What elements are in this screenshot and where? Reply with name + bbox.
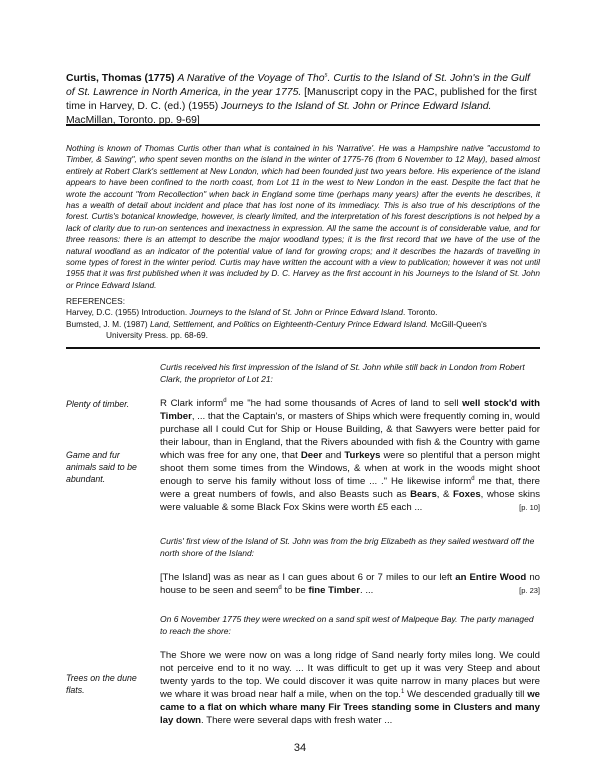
citation-header — [66, 72, 540, 128]
section-intro: Curtis received his first impression of the Island of St. John while still back in London from Robert Clark, the proprietor of Lot 21: — [160, 362, 525, 384]
reference-continuation: University Press. pp. 68-69. — [106, 330, 208, 341]
page-reference: [p. 10] — [519, 503, 540, 512]
margin-note: Plenty of timber. — [66, 399, 130, 409]
section-intro: On 6 November 1775 they were wrecked on a sand spit west of Malpeque Bay. The party managed to reach the shore: — [160, 614, 534, 636]
quotation: [The Island] was as near as I can gues about 6 or 7 miles to our left an Entire Wood no house to be seen and seem$^d$ to be fine Timber. ... [p. 23] — [160, 572, 540, 596]
summary-paragraph: Nothing is known of Thomas Curtis other than what is contained in his 'Narrative'. He was a Hampshire native "accustomd to Timber, & Sawing", who spent seven months on the island in the winter of 1775-76 (from 6 November to 12 May), based almost entirely at Robert Clark's settlement at New London, which had been founded just two years before. His experience of the island appears to have been confined to the north coast, from Lot 11 in the west to New London in the east. Despite the fact that he wrote the account "from Recollection" when back in England some time (perhaps many years) after the events he describes, it has a wealth of detail about incident and place that has lost none of its immediacy. This is also true of his descriptions of the forest. Curtis's botanical knowledge, however, is clearly limited, and the interpretation of his forest descriptions is not helped by a lack of clarity due to run-on sentences and inexactness in expression. All the same the account is of considerable value, and for three reasons: there is an attempt to describe the major woodland types; it is the first record that we have of the use of the natural woodland as an indicator of the potential value of land for growing crops; and it describes the hazards of travelling in some types of forest in the winter period. Curtis may have written the account with a view to publication; however it was not until 1955 that it was first published when it was included by D. C. Harvey as the first account in his Journeys to the Island of St. John or Prince Edward Island. — [66, 143, 540, 290]
author-year: Curtis, Thomas (1775) — [66, 73, 175, 84]
page-reference: [p. 23] — [519, 586, 540, 595]
margin-note: Game and fur animals said to be abundant. — [66, 450, 137, 484]
quotation: R Clark inform$^d$ me "he had some thousands of Acres of land to sell well stock'd with Timber, ... that the Captain's, or masters of Ships which were frequently coming in, would purchase all I could Cut for Ship or House Building, & that Sawyers were better paid for their labour, than in England, that the Rivers abounded with fish & the Country with game which was free for any one, that Deer and Turkeys were so plentiful that a person might shoot them some times from the Windows, & when at work in the woods might shoot enough to serve his family without loss of time ... ." He likewise inform$^d$ me that, there were a great numbers of fowls, and also Beasts such as Bears, & Foxes, whose skins were valuable & some Black Fox Skins were worth £5 each ... [p. 10] — [160, 397, 541, 513]
reference-item: Harvey, D.C. (1955) Introduction. Journeys to the Island of St. John or Prince Edward Island. Toronto. — [66, 307, 438, 318]
margin-note: Trees on the dune flats. — [66, 673, 137, 695]
divider-rule — [66, 124, 540, 126]
divider-rule — [66, 347, 540, 349]
page-number: 34 — [293, 742, 307, 754]
section-intro: Curtis' first view of the Island of St. John was from the brig Elizabeth as they sailed westward off the north shore of the Island: — [160, 536, 535, 558]
work-title: A Narative of the Voyage of Tho$^s$. Curtis to the Island of St. John's in the Gulf of St. Lawrence in North America, in the year 1775. — [66, 72, 530, 98]
reference-item: Bumsted, J. M. (1987) Land, Settlement, and Politics on Eighteenth-Century Prince Edward Island. McGill-Queen's — [66, 318, 487, 329]
publication-note: [Manuscript copy in the PAC, published for the first time in Harvey, D. C. (ed.) (1955) Journeys to the Island of St. John or Prince Edward Island. MacMillan, Toronto. pp. 9-69] — [66, 87, 537, 126]
quotation: The Shore we were now on was a long ridge of Sand nearly forty miles long. We could not perceive end to it no way. ... It was difficult to get up it was very Steep and about twenty yards to the top. We could discover it was quite narrow in many places but were we whare it was broad near half a mile, when on the top.$^1$ We descended gradually till we came to a flat on which whare many Fir Trees standing some in Clusters and many lay down. There were several daps with fresh water ... — [160, 650, 540, 726]
references — [66, 296, 540, 342]
references-heading: REFERENCES: — [66, 296, 126, 306]
